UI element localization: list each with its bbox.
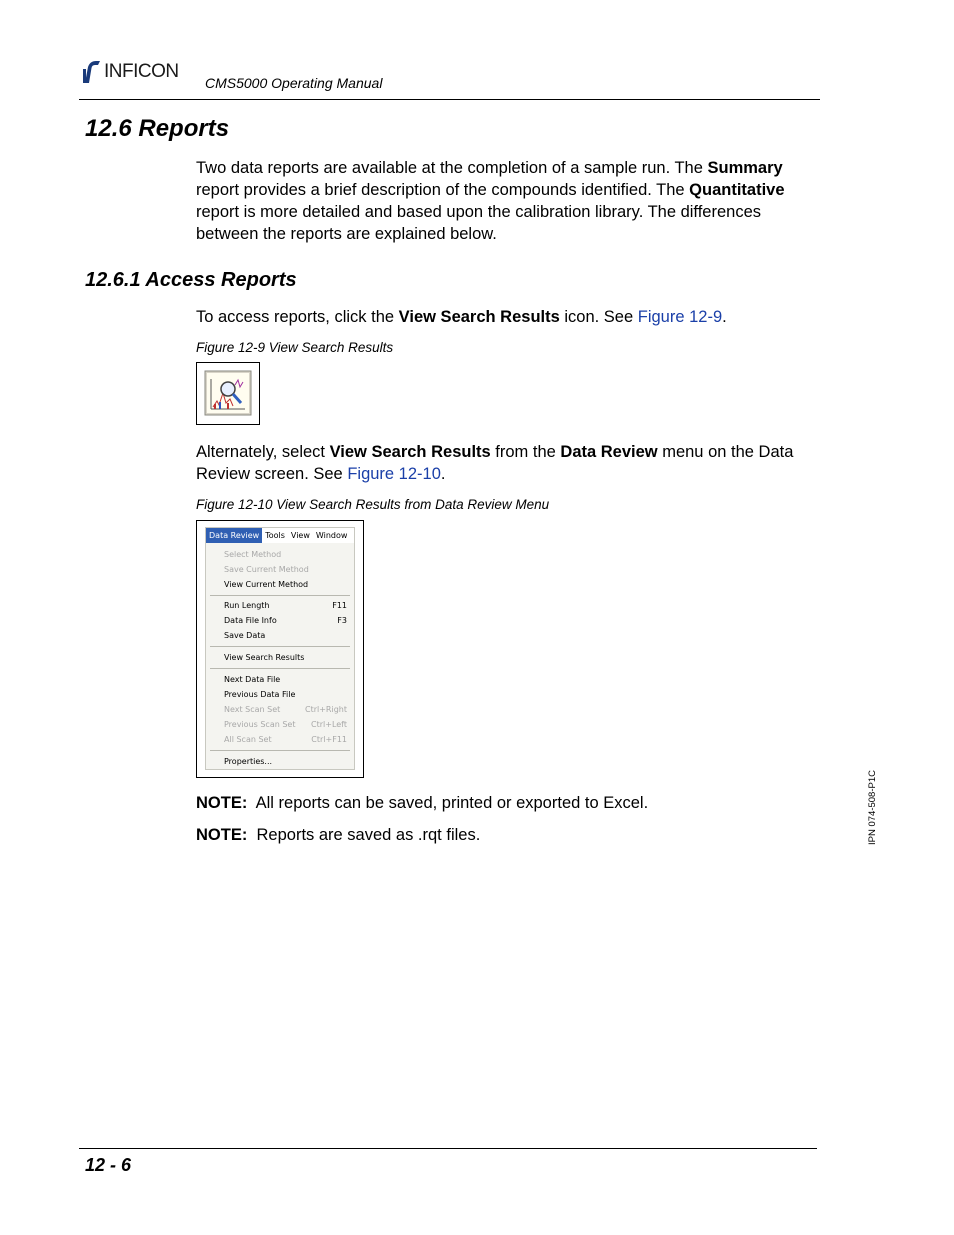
note-text: Reports are saved as .rqt files. (256, 826, 481, 844)
logo-text: INFICON (104, 61, 179, 82)
shortcut-previous-scan-set: Ctrl+Left (311, 720, 347, 729)
figure-12-10-caption: Figure 12-10 View Search Results from Data Review Menu (196, 497, 550, 512)
alt-text-3: menu on the Data Review screen. See (196, 443, 794, 483)
menu-data-review[interactable]: Data Review (206, 528, 262, 543)
menu-item-save-current-method[interactable]: Save Current Method (224, 565, 309, 574)
access-text-1: To access reports, click the (196, 308, 399, 326)
alt-text-1: Alternately, select (196, 443, 330, 461)
menu-item-select-method[interactable]: Select Method (224, 550, 282, 559)
figure-12-9 (196, 362, 260, 425)
menu-item-previous-scan-set[interactable]: Previous Scan Set (224, 720, 296, 729)
note-text: All reports can be saved, printed or exported to Excel. (255, 794, 649, 812)
alt-data-review-term: Data Review (560, 443, 658, 461)
menu-separator (210, 646, 350, 647)
note-label: NOTE: (196, 826, 248, 844)
menu-window[interactable]: Window (315, 531, 348, 540)
menu-view[interactable]: View (290, 531, 310, 540)
shortcut-next-scan-set: Ctrl+Right (304, 705, 347, 714)
note-label: NOTE: (196, 794, 248, 812)
shortcut-all-scan-set: Ctrl+F11 (311, 735, 347, 744)
menu-item-all-scan-set[interactable]: All Scan Set (224, 735, 272, 744)
menu-item-previous-data-file[interactable]: Previous Data File (224, 690, 296, 699)
menu-tools[interactable]: Tools (265, 531, 285, 540)
figure-12-9-link[interactable]: Figure 12-9 (637, 308, 723, 326)
intro-summary-term: Summary (707, 159, 783, 177)
access-paragraph (196, 306, 816, 328)
access-text-2: icon. See (559, 308, 638, 326)
document-part-number: IPN 074-508-P1C (867, 770, 878, 845)
menu-bar (206, 528, 354, 543)
page-number: 12 - 6 (85, 1155, 132, 1175)
inficon-logo-mark-icon (82, 59, 102, 85)
access-icon-term: View Search Results (398, 308, 560, 326)
intro-paragraph (196, 157, 816, 245)
figure-12-10-link[interactable]: Figure 12-10 (347, 465, 441, 483)
menu-item-properties[interactable]: Properties... (224, 757, 273, 766)
intro-text-3: report is more detailed and based upon the calibration library. The differences between the reports are explained below. (196, 203, 762, 243)
manual-title: CMS5000 Operating Manual (205, 75, 383, 91)
shortcut-run-length: F11 (332, 601, 347, 610)
intro-quantitative-term: Quantitative (689, 181, 785, 199)
footer-rule (79, 1148, 817, 1149)
menu-item-save-data[interactable]: Save Data (224, 631, 266, 640)
figure-12-10 (196, 520, 364, 778)
shortcut-data-file-info: F3 (337, 616, 347, 625)
subsection-heading: 12.6.1 Access Reports (85, 269, 297, 291)
inficon-logo (82, 58, 179, 86)
alt-text-2: from the (490, 443, 561, 461)
menu-separator (210, 750, 350, 751)
menu-item-next-scan-set[interactable]: Next Scan Set (224, 705, 281, 714)
note-1 (196, 794, 648, 813)
menu-item-next-data-file[interactable]: Next Data File (224, 675, 281, 684)
section-heading: 12.6 Reports (85, 115, 230, 142)
figure-12-9-caption: Figure 12-9 View Search Results (196, 340, 394, 355)
view-search-results-icon[interactable] (197, 363, 259, 424)
menu-separator (210, 668, 350, 669)
header-rule (79, 99, 820, 100)
intro-text-1: Two data reports are available at the completion of a sample run. The (196, 159, 708, 177)
menu-item-data-file-info[interactable]: Data File Info (224, 616, 277, 625)
access-text-3: . (722, 308, 727, 326)
menu-item-view-current-method[interactable]: View Current Method (224, 580, 309, 589)
alternate-paragraph (196, 441, 816, 485)
alt-text-4: . (440, 465, 446, 483)
intro-text-2: report provides a brief description of the compounds identified. The (196, 181, 690, 199)
note-2 (196, 826, 480, 845)
data-review-menu (205, 527, 355, 770)
menu-item-view-search-results[interactable]: View Search Results (224, 653, 305, 662)
menu-item-run-length[interactable]: Run Length (224, 601, 270, 610)
menu-separator (210, 595, 350, 596)
alt-view-results-term: View Search Results (329, 443, 491, 461)
